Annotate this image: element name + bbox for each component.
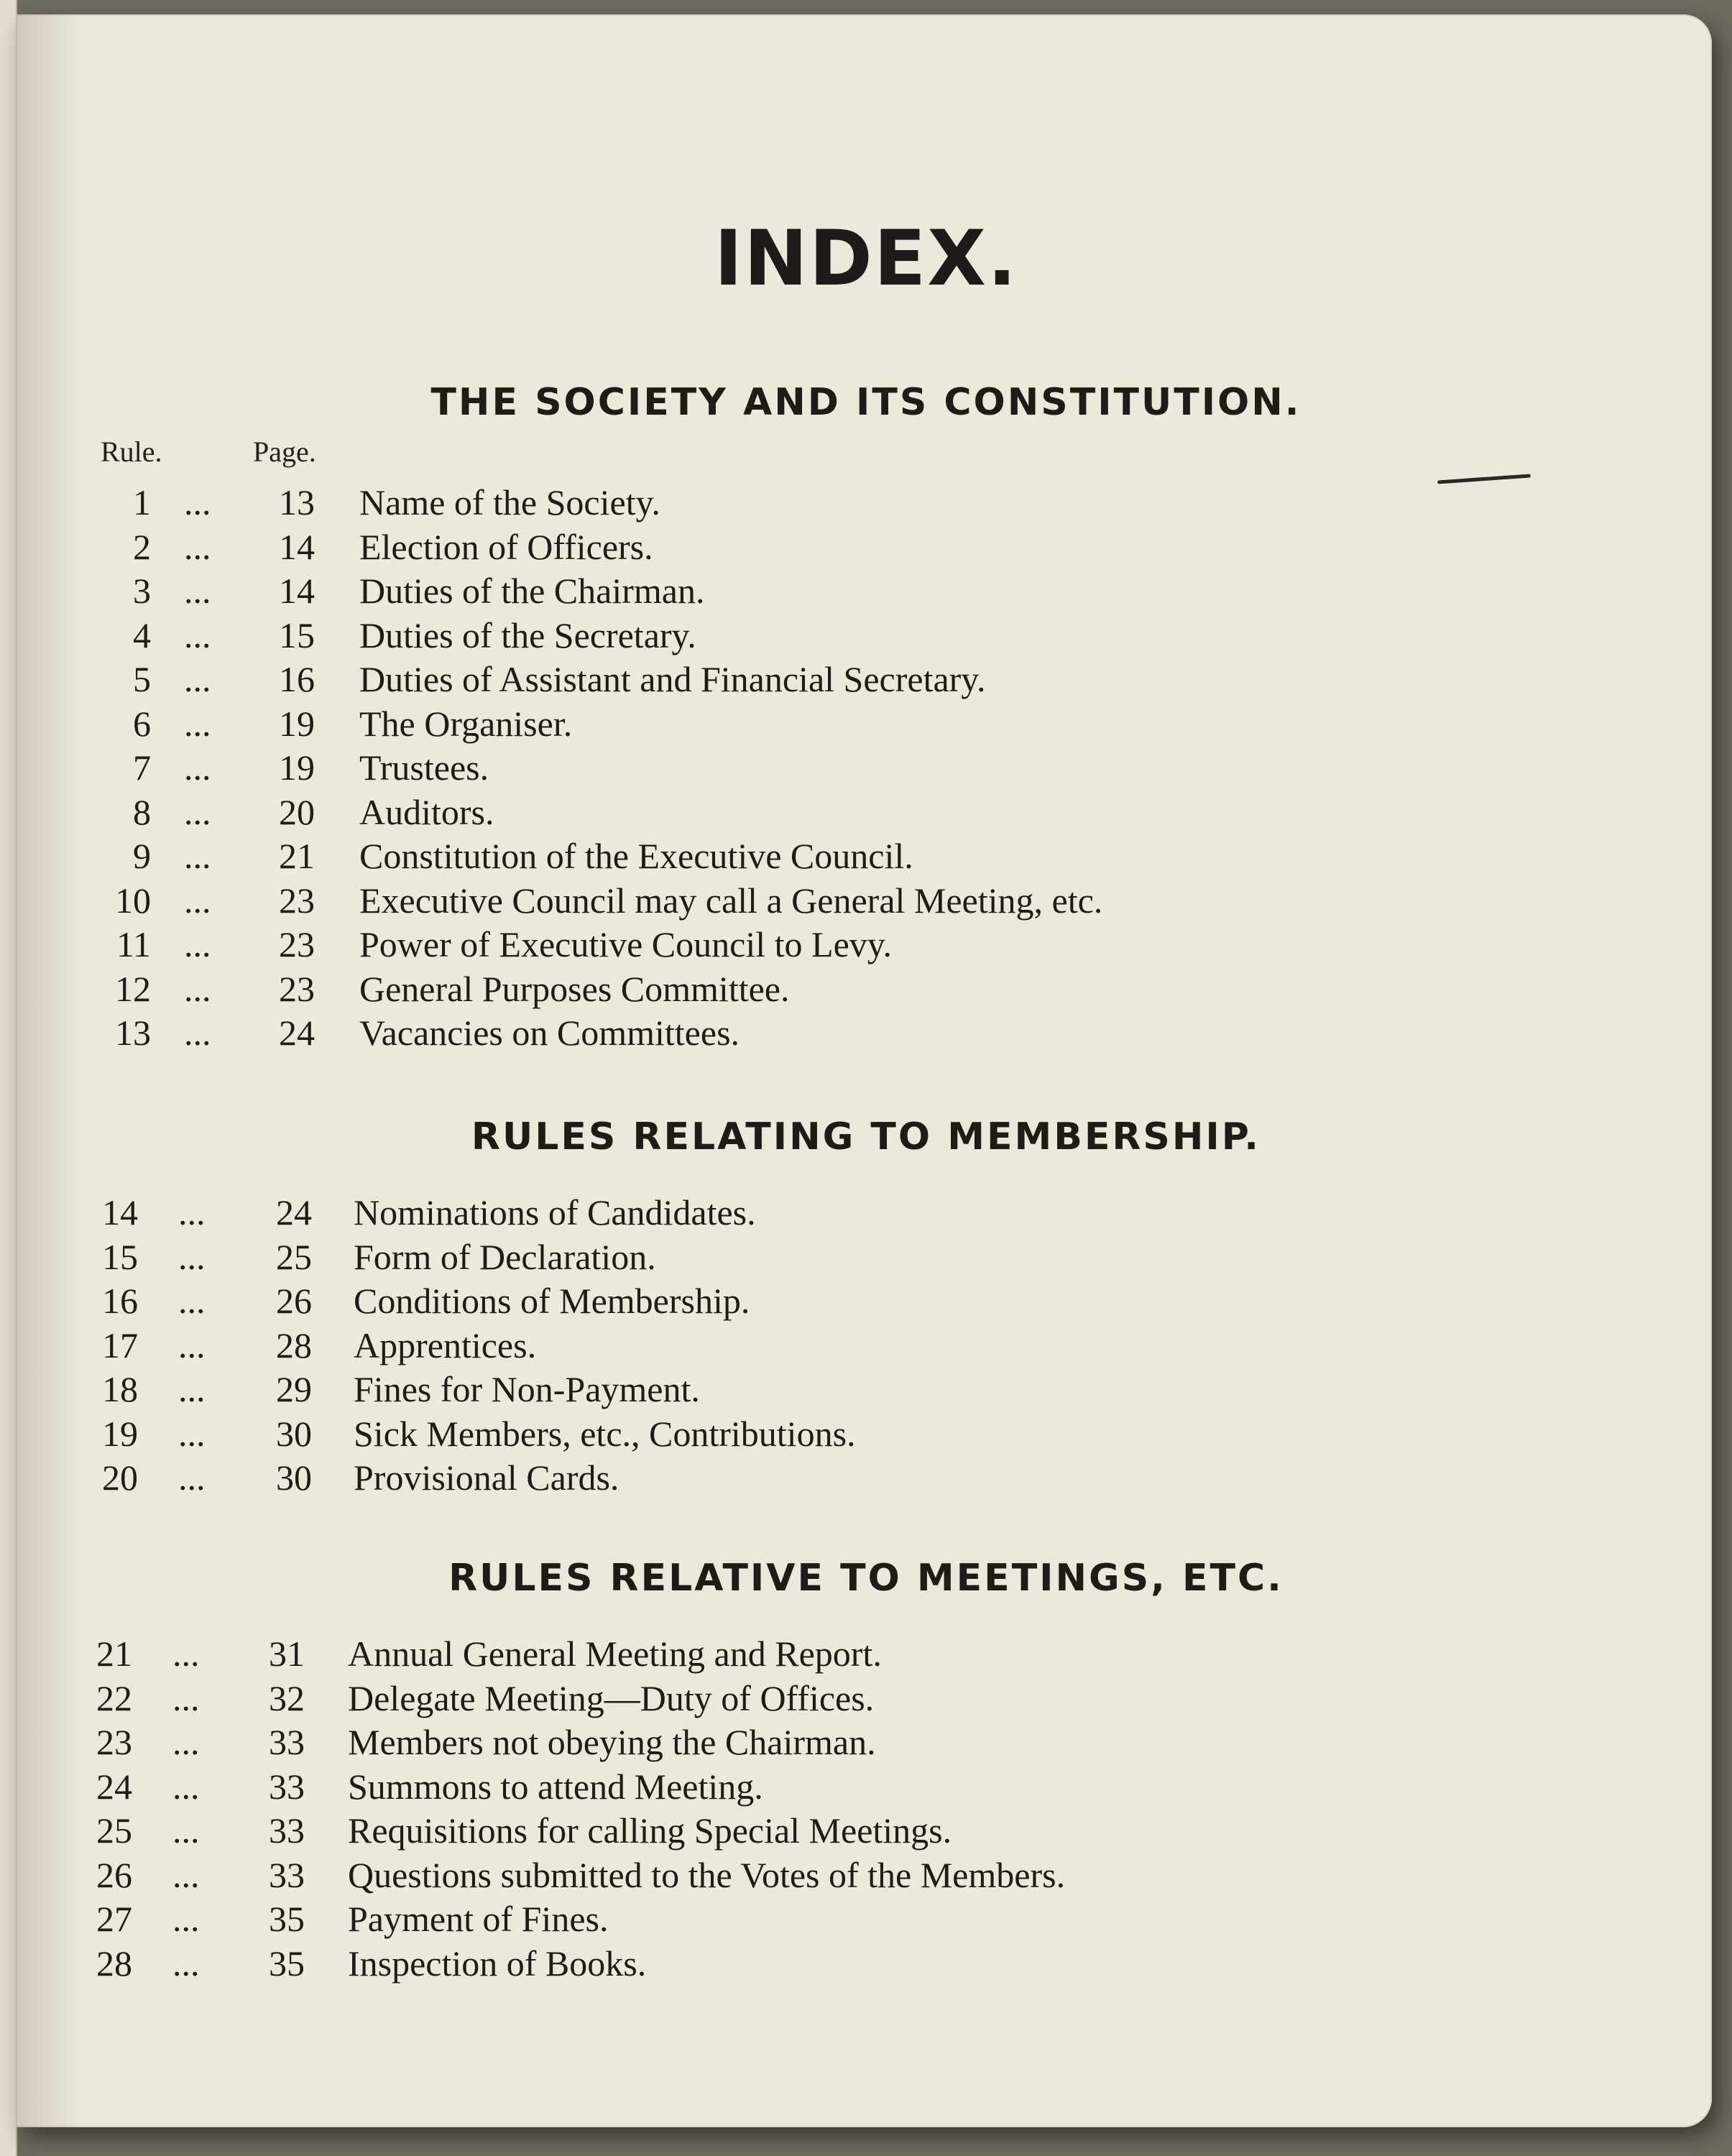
page-column-header: Page. [253, 436, 316, 468]
index-entry [0, 1721, 1732, 1766]
rule-number: 3 [133, 571, 151, 611]
rule-number: 13 [115, 1013, 151, 1053]
index-entry [0, 1012, 1732, 1056]
page-title: INDEX. [714, 214, 1018, 303]
entry-subject: Executive Council may call a General Meeting, etc. [359, 880, 1103, 921]
entry-subject: Requisitions for calling Special Meetings. [348, 1810, 952, 1851]
index-entry [0, 1898, 1732, 1943]
entry-subject: Provisional Cards. [354, 1457, 619, 1498]
page-number: 25 [276, 1236, 312, 1277]
index-entry [0, 482, 1732, 526]
entry-subject: Annual General Meeting and Report. [348, 1634, 882, 1674]
rule-number: 9 [133, 836, 151, 876]
page-number: 24 [279, 1013, 315, 1053]
rule-number: 25 [96, 1810, 132, 1851]
entry-subject: Form of Declaration. [354, 1236, 656, 1277]
rule-number: 19 [102, 1413, 138, 1454]
page-number: 19 [279, 747, 315, 788]
index-entry [0, 923, 1732, 968]
dot-leader: ... [178, 1369, 206, 1409]
entry-subject: Duties of the Secretary. [359, 614, 696, 655]
rule-number: 1 [133, 482, 151, 522]
page-number: 30 [276, 1413, 312, 1454]
index-entry [0, 1810, 1732, 1854]
page-number: 23 [279, 968, 315, 1009]
entry-subject: Name of the Society. [359, 482, 660, 522]
section-heading-meetings: RULES RELATIVE TO MEETINGS, ETC. [448, 1557, 1284, 1600]
dot-leader: ... [172, 1766, 200, 1807]
rule-number: 20 [102, 1457, 138, 1498]
dot-leader: ... [184, 968, 211, 1009]
rule-number: 16 [102, 1281, 138, 1321]
dot-leader: ... [184, 659, 211, 699]
index-entry [0, 880, 1732, 924]
index-entry [0, 614, 1732, 659]
entry-subject: Questions submitted to the Votes of the Members. [348, 1854, 1066, 1895]
dot-leader: ... [172, 1854, 200, 1895]
page-number: 26 [276, 1281, 312, 1321]
index-entry [0, 1854, 1732, 1899]
dot-leader: ... [184, 482, 211, 522]
index-entry [0, 1325, 1732, 1369]
rule-number: 12 [115, 968, 151, 1009]
rule-number: 24 [96, 1766, 132, 1807]
entry-subject: Vacancies on Committees. [359, 1013, 740, 1053]
section-entries-constitution [0, 482, 1732, 1056]
rule-number: 27 [96, 1899, 132, 1939]
rule-number: 11 [116, 924, 151, 964]
rule-number: 15 [102, 1236, 138, 1277]
dot-leader: ... [184, 791, 211, 832]
index-entry [0, 968, 1732, 1013]
rule-number: 14 [102, 1192, 138, 1233]
rule-number: 8 [133, 791, 151, 832]
dot-leader: ... [184, 703, 211, 744]
dot-leader: ... [184, 526, 211, 567]
index-entry [0, 1368, 1732, 1413]
page-number: 23 [279, 880, 315, 921]
index-entry [0, 1192, 1732, 1236]
entry-subject: Nominations of Candidates. [354, 1192, 756, 1233]
index-entry [0, 835, 1732, 880]
rule-number: 2 [133, 526, 151, 567]
page-number: 21 [279, 836, 315, 876]
dot-leader: ... [178, 1325, 206, 1365]
dot-leader: ... [184, 614, 211, 655]
entry-subject: Duties of Assistant and Financial Secretary. [359, 659, 986, 699]
dot-leader: ... [184, 880, 211, 921]
dot-leader: ... [172, 1899, 200, 1939]
page-number: 14 [279, 526, 315, 567]
page-number: 16 [279, 659, 315, 699]
section-heading-membership: RULES RELATING TO MEMBERSHIP. [471, 1115, 1261, 1158]
index-entry [0, 1633, 1732, 1677]
entry-subject: Auditors. [359, 791, 494, 832]
dot-leader: ... [172, 1677, 200, 1718]
rule-number: 22 [96, 1677, 132, 1718]
index-entry [0, 1677, 1732, 1722]
dot-leader: ... [178, 1413, 206, 1454]
page-number: 20 [279, 791, 315, 832]
dot-leader: ... [184, 1013, 211, 1053]
dot-leader: ... [178, 1236, 206, 1277]
rule-number: 28 [96, 1943, 132, 1984]
page-number: 32 [269, 1677, 305, 1718]
page-number: 33 [269, 1766, 305, 1807]
page-number: 29 [276, 1369, 312, 1409]
page-number: 35 [269, 1899, 305, 1939]
entry-subject: Power of Executive Council to Levy. [359, 924, 893, 964]
entry-subject: Conditions of Membership. [354, 1281, 750, 1321]
rule-number: 6 [133, 703, 151, 744]
section-entries-membership [0, 1192, 1732, 1501]
entry-subject: Inspection of Books. [348, 1943, 647, 1984]
rule-number: 17 [102, 1325, 138, 1365]
rule-number: 4 [133, 614, 151, 655]
rule-number: 26 [96, 1854, 132, 1895]
dot-leader: ... [184, 571, 211, 611]
page-number: 33 [269, 1810, 305, 1851]
dot-leader: ... [184, 924, 211, 964]
entry-subject: Sick Members, etc., Contributions. [354, 1413, 856, 1454]
index-entry [0, 658, 1732, 703]
index-entry [0, 1280, 1732, 1325]
dot-leader: ... [172, 1810, 200, 1851]
page-number: 33 [269, 1854, 305, 1895]
dot-leader: ... [184, 747, 211, 788]
entry-subject: Apprentices. [354, 1325, 537, 1365]
section-heading-constitution: THE SOCIETY AND ITS CONSTITUTION. [430, 381, 1302, 424]
entry-subject: Trustees. [359, 747, 489, 788]
dot-leader: ... [184, 836, 211, 876]
index-entry [0, 703, 1732, 747]
page-number: 24 [276, 1192, 312, 1233]
rule-number: 23 [96, 1722, 132, 1762]
entry-subject: General Purposes Committee. [359, 968, 790, 1009]
dot-leader: ... [178, 1192, 206, 1233]
page-number: 31 [269, 1634, 305, 1674]
dot-leader: ... [172, 1634, 200, 1674]
index-entry [0, 1457, 1732, 1501]
index-entry [0, 526, 1732, 571]
index-entry [0, 1766, 1732, 1810]
entry-subject: Summons to attend Meeting. [348, 1766, 763, 1807]
entry-subject: Duties of the Chairman. [359, 571, 705, 611]
entry-subject: Election of Officers. [359, 526, 653, 567]
page-number: 33 [269, 1722, 305, 1762]
index-entry [0, 570, 1732, 614]
rule-number: 21 [96, 1634, 132, 1674]
entry-subject: Members not obeying the Chairman. [348, 1722, 876, 1762]
page-number: 13 [279, 482, 315, 522]
page-number: 30 [276, 1457, 312, 1498]
index-entry [0, 1413, 1732, 1457]
page-number: 28 [276, 1325, 312, 1365]
index-entry [0, 791, 1732, 836]
page-number: 15 [279, 614, 315, 655]
rule-number: 7 [133, 747, 151, 788]
dot-leader: ... [172, 1943, 200, 1984]
entry-subject: Constitution of the Executive Council. [359, 836, 913, 876]
dot-leader: ... [178, 1457, 206, 1498]
entry-subject: Payment of Fines. [348, 1899, 609, 1939]
index-entry [0, 1236, 1732, 1281]
rule-number: 10 [115, 880, 151, 921]
rule-column-header: Rule. [101, 436, 162, 468]
page-number: 35 [269, 1943, 305, 1984]
dot-leader: ... [178, 1281, 206, 1321]
page-number: 14 [279, 571, 315, 611]
page-number: 19 [279, 703, 315, 744]
dot-leader: ... [172, 1722, 200, 1762]
index-entry [0, 747, 1732, 791]
rule-number: 5 [133, 659, 151, 699]
entry-subject: The Organiser. [359, 703, 573, 744]
entry-subject: Delegate Meeting—Duty of Offices. [348, 1677, 875, 1718]
page-number: 23 [279, 924, 315, 964]
entry-subject: Fines for Non-Payment. [354, 1369, 700, 1409]
index-entry [0, 1943, 1732, 1987]
rule-number: 18 [102, 1369, 138, 1409]
section-entries-meetings [0, 1633, 1732, 1986]
